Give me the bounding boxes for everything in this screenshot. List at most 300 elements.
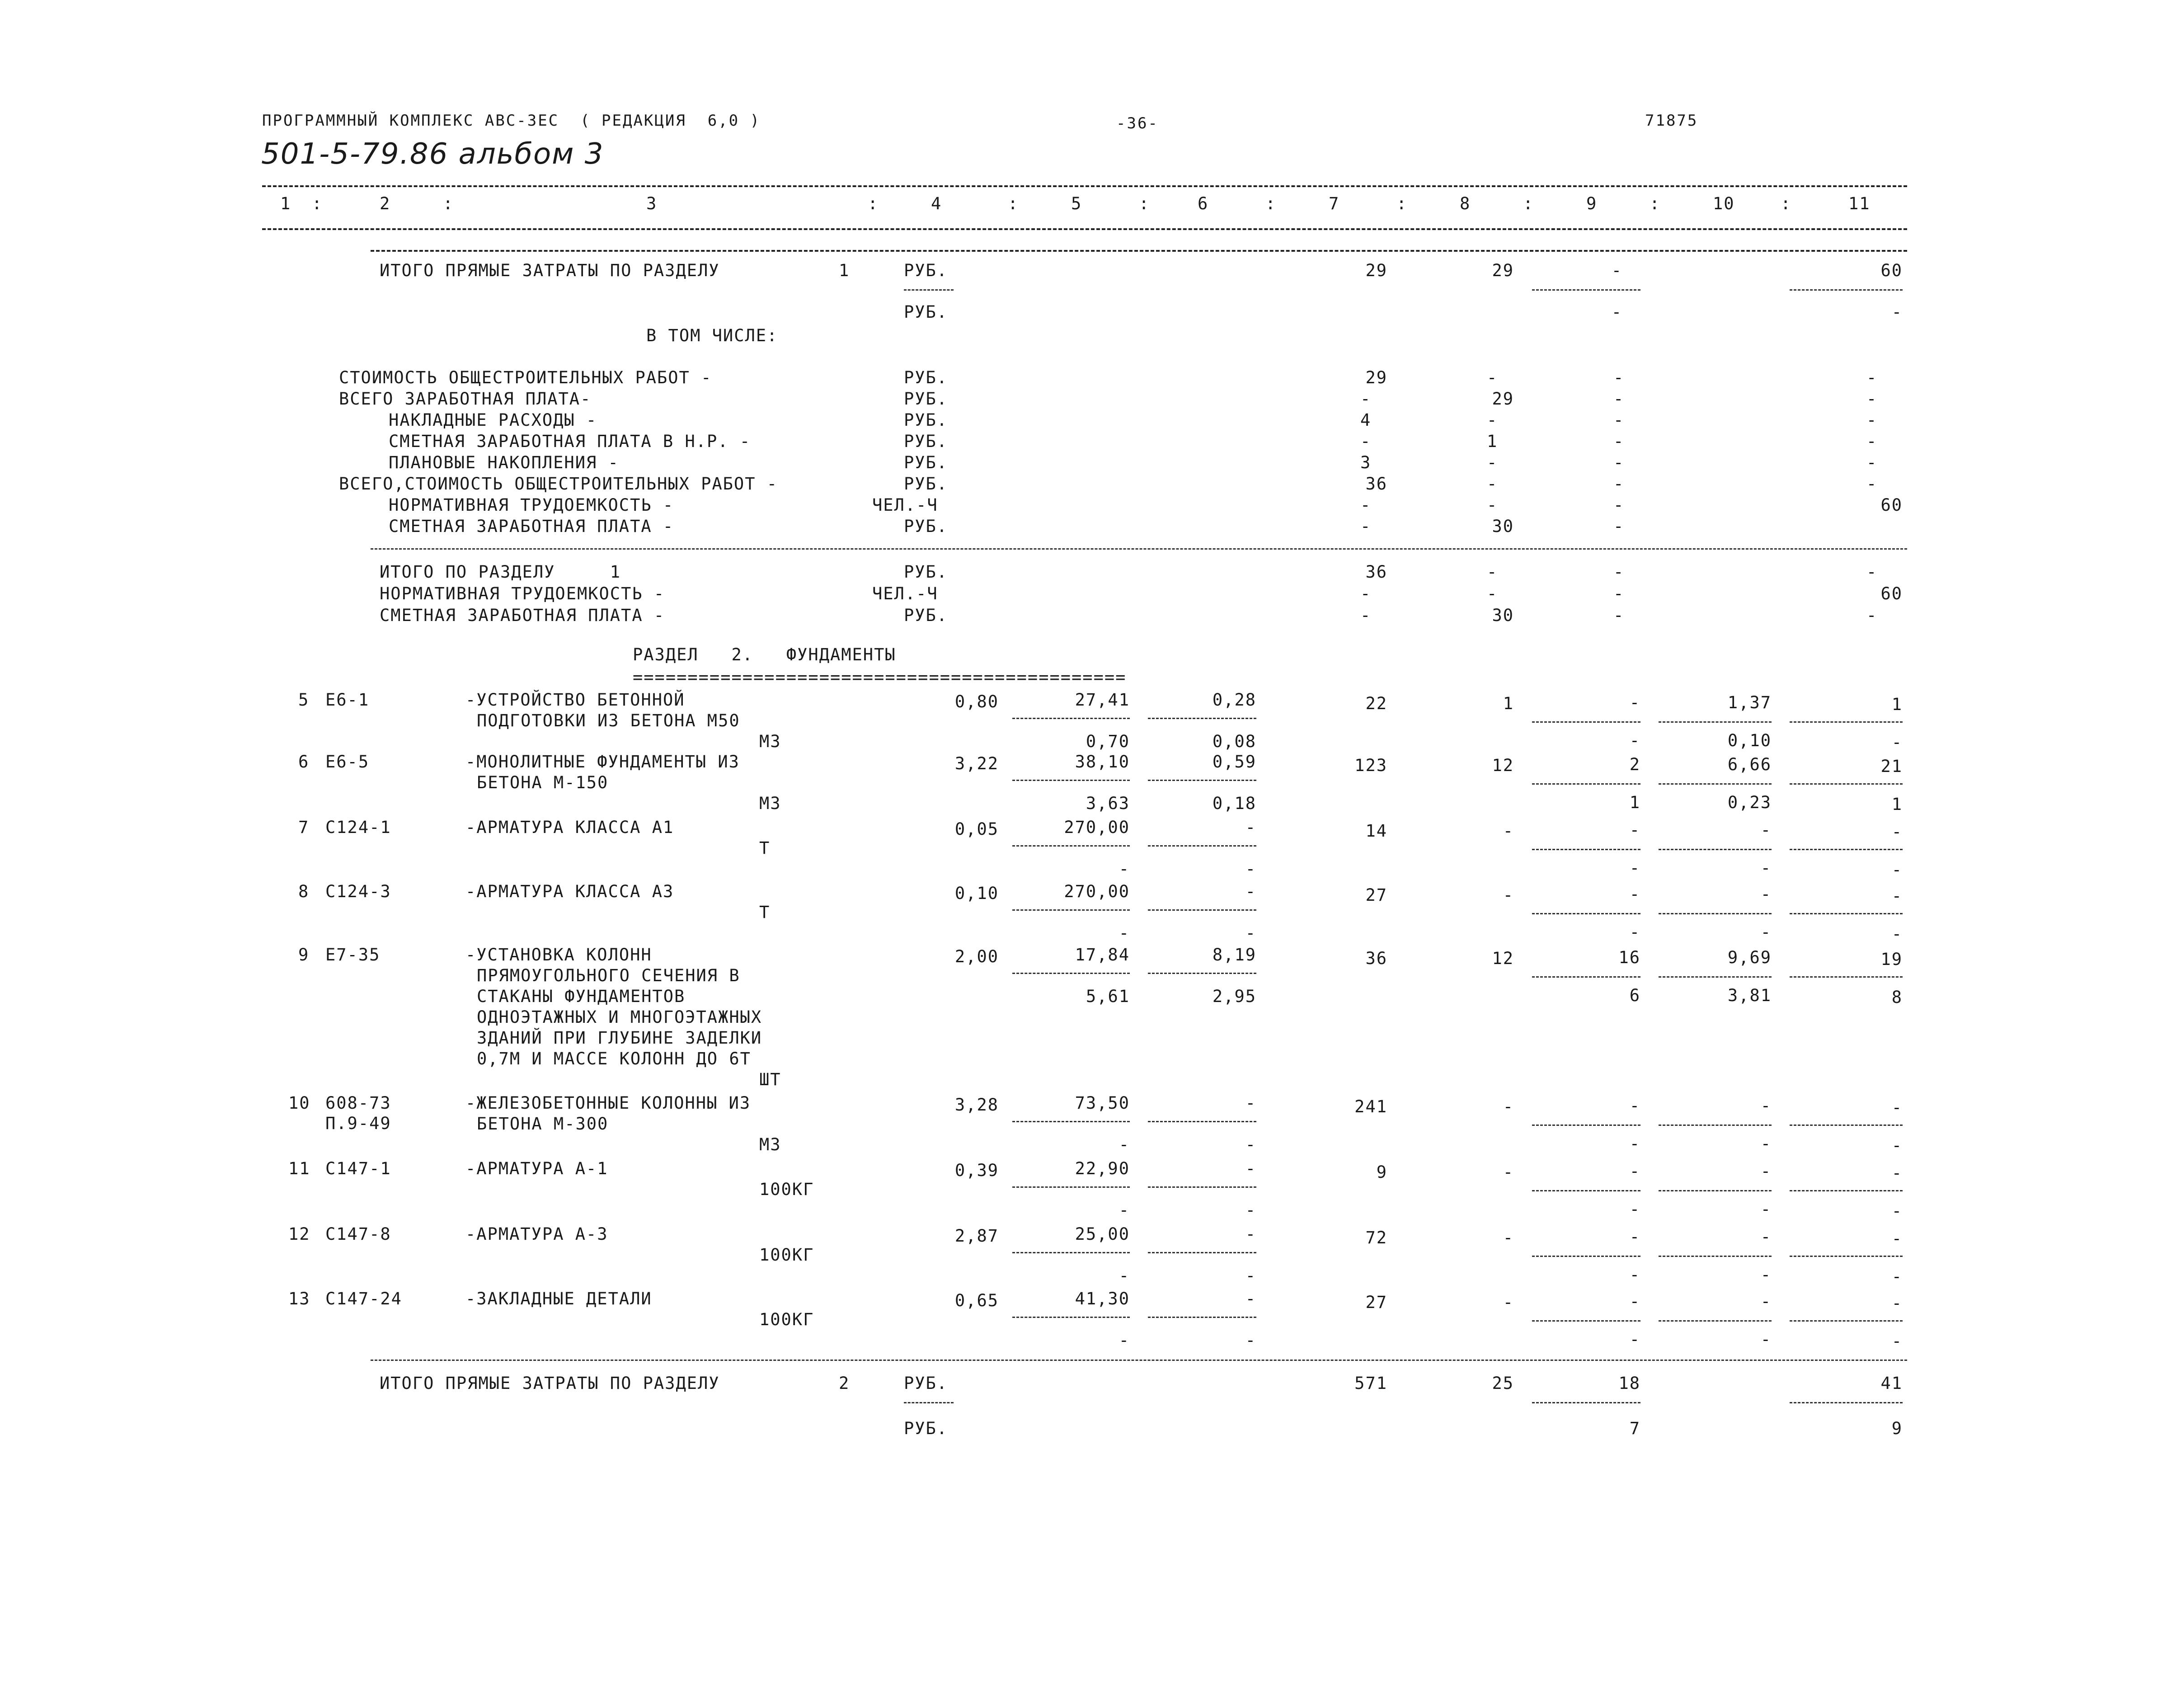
cell-col9: -: [1613, 606, 1625, 625]
cell-col11: -: [1891, 302, 1903, 322]
cell-col8: -: [1503, 821, 1514, 841]
column-header-6: 6: [1198, 194, 1209, 213]
cell-col5: 22,90: [1075, 1159, 1130, 1178]
item-unit: Т: [759, 838, 771, 858]
item-description: -АРМАТУРА А-1: [465, 1159, 608, 1178]
column-separator: :: [1008, 194, 1019, 213]
cell-col4: 0,05: [954, 819, 999, 839]
cell-col7: 29: [1365, 261, 1387, 280]
column-separator: :: [1781, 194, 1792, 213]
column-header-11: 11: [1848, 194, 1871, 213]
column-header-7: 7: [1329, 194, 1340, 213]
column-header-9: 9: [1586, 194, 1598, 213]
item-number: 8: [298, 882, 310, 901]
cell-col9: -: [1613, 584, 1625, 603]
cell-col9: -: [1629, 1292, 1640, 1311]
item-unit: М3: [759, 732, 781, 751]
cell-col7: 72: [1365, 1228, 1387, 1247]
column-separator: :: [1265, 194, 1277, 213]
cell-col4: 2,00: [954, 947, 999, 966]
column-header-10: 10: [1713, 194, 1735, 213]
cell-rule: [1790, 783, 1903, 785]
column-header-3: 3: [646, 194, 658, 213]
cell-col5: 5,61: [1086, 987, 1130, 1006]
cell-rule: [1659, 1125, 1772, 1126]
cell-col7: -: [1360, 517, 1372, 536]
cell-col11: -: [1891, 1294, 1903, 1313]
item-unit: ШТ: [759, 1070, 781, 1089]
subtotal-rule: [1790, 1402, 1903, 1403]
cell-col7: 9: [1376, 1162, 1387, 1182]
cell-col9: -: [1611, 302, 1622, 322]
cell-col8: 29: [1492, 389, 1514, 409]
item-code: П.9-49: [325, 1114, 391, 1133]
column-separator: :: [1139, 194, 1150, 213]
cell-col7: 14: [1365, 821, 1387, 841]
cell-rule: [1532, 1125, 1640, 1126]
column-separator: :: [443, 194, 454, 213]
item-description: -ЗАКЛАДНЫЕ ДЕТАЛИ: [465, 1289, 652, 1308]
cell-col11: 1: [1891, 695, 1903, 714]
cell-rule: [1012, 1121, 1130, 1122]
cell-col8: 12: [1492, 949, 1514, 968]
item-code: Е6-5: [325, 752, 370, 772]
cell-col9: -: [1613, 453, 1625, 472]
cell-col5: -: [1119, 1135, 1130, 1154]
cell-col6: 0,59: [1212, 752, 1256, 772]
cell-col8: -: [1503, 1293, 1514, 1312]
cell-col5: 0,70: [1086, 732, 1130, 751]
item-description: ПРЯМОУГОЛЬНОГО СЕЧЕНИЯ В: [477, 966, 740, 985]
cell-col5: 270,00: [1064, 882, 1130, 901]
cell-col9: -: [1629, 731, 1640, 750]
cell-col10: -: [1760, 1265, 1772, 1285]
unit-label: РУБ.: [904, 474, 948, 494]
cell-rule: [1532, 1190, 1640, 1191]
cell-col5: -: [1119, 859, 1130, 879]
unit-label: РУБ.: [904, 261, 948, 280]
cell-col10: 1,37: [1727, 693, 1772, 712]
cell-col10: 0,10: [1727, 731, 1772, 750]
column-header-1: 1: [280, 194, 291, 213]
including-label: В ТОМ ЧИСЛЕ:: [646, 326, 778, 345]
cell-col8: 12: [1492, 756, 1514, 775]
cell-col9: 16: [1618, 948, 1640, 967]
cell-col10: 3,81: [1727, 986, 1772, 1005]
cell-col10: -: [1760, 1096, 1772, 1115]
cell-col10: 0,23: [1727, 793, 1772, 812]
cell-col7: 27: [1365, 1293, 1387, 1312]
cell-col10: -: [1760, 820, 1772, 840]
cell-col9: -: [1629, 693, 1640, 712]
cell-col5: 38,10: [1075, 752, 1130, 772]
item-unit: 100КГ: [759, 1245, 814, 1265]
cell-rule: [1790, 1125, 1903, 1126]
cell-rule: [1532, 913, 1640, 914]
cell-rule: [1012, 1186, 1130, 1188]
cell-col9: -: [1629, 1134, 1640, 1153]
cell-rule: [1148, 780, 1256, 781]
unit-label: ЧЕЛ.-Ч: [872, 495, 938, 515]
cell-col11: -: [1891, 1136, 1903, 1155]
section1-total-label: ИТОГО ПРЯМЫЕ ЗАТРАТЫ ПО РАЗДЕЛУ: [380, 261, 720, 280]
section2-underline: =============================================: [633, 668, 1127, 687]
cell-col10: -: [1760, 858, 1772, 878]
cell-col11: -: [1891, 860, 1903, 880]
cell-col11: 8: [1891, 988, 1903, 1007]
cell-rule: [1148, 973, 1256, 974]
cell-col6: -: [1245, 1200, 1256, 1220]
cell-col5: -: [1119, 1331, 1130, 1350]
unit-label: РУБ.: [904, 562, 948, 582]
summary-label: ИТОГО ПО РАЗДЕЛУ 1: [380, 562, 621, 582]
item-code: Е7-35: [325, 945, 381, 965]
cell-col9: -: [1613, 368, 1625, 387]
cell-col11: -: [1891, 1229, 1903, 1248]
unit-label: РУБ.: [904, 410, 948, 430]
cell-col7: 29: [1365, 368, 1387, 387]
cell-rule: [1659, 783, 1772, 785]
cell-col9: -: [1629, 858, 1640, 878]
cell-col7: 36: [1365, 562, 1387, 582]
cell-rule: [1012, 718, 1130, 719]
cell-col6: -: [1245, 1093, 1256, 1113]
unit-label: РУБ.: [904, 389, 948, 409]
cell-rule: [1790, 976, 1903, 978]
cell-col10: -: [1760, 1200, 1772, 1219]
cell-col7: 3: [1360, 453, 1372, 472]
cell-col5: 3,63: [1086, 794, 1130, 813]
cell-col4: 0,65: [954, 1291, 999, 1310]
item-number: 13: [288, 1289, 310, 1308]
cell-col11: 19: [1880, 950, 1903, 969]
cell-rule: [1790, 721, 1903, 723]
unit-label: ЧЕЛ.-Ч: [872, 584, 938, 603]
summary-label: НОРМАТИВНАЯ ТРУДОЕМКОСТЬ -: [380, 584, 665, 603]
item-description: -АРМАТУРА КЛАССА А3: [465, 882, 674, 901]
cell-rule: [1659, 1320, 1772, 1322]
program-title: ПРОГРАММНЫЙ КОМПЛЕКС АВС-3ЕС ( РЕДАКЦИЯ 6,0 ): [262, 112, 761, 130]
cell-col10: -: [1760, 885, 1772, 904]
cell-col8: -: [1487, 495, 1498, 515]
cell-rule: [1532, 976, 1640, 978]
cell-col4: 0,39: [954, 1161, 999, 1180]
cell-col9: 18: [1618, 1374, 1640, 1393]
column-separator: :: [1396, 194, 1408, 213]
cell-col11: 60: [1880, 495, 1903, 515]
cell-col6: -: [1245, 1224, 1256, 1244]
item-unit: М3: [759, 1135, 781, 1154]
cell-rule: [1148, 1252, 1256, 1253]
cell-col5: 73,50: [1075, 1093, 1130, 1113]
cell-col5: 17,84: [1075, 945, 1130, 965]
cell-col10: 9,69: [1727, 948, 1772, 967]
cell-col7: 36: [1365, 474, 1387, 494]
cell-rule: [1012, 780, 1130, 781]
cell-col8: 25: [1492, 1374, 1514, 1393]
cell-rule: [1659, 976, 1772, 978]
cell-col8: -: [1503, 1097, 1514, 1116]
cell-col11: -: [1866, 389, 1878, 409]
cell-col6: 2,95: [1212, 987, 1256, 1006]
item-number: 5: [298, 690, 310, 710]
cell-col11: 60: [1880, 261, 1903, 280]
item-number: 6: [298, 752, 310, 772]
breakdown-label: ВСЕГО,СТОИМОСТЬ ОБЩЕСТРОИТЕЛЬНЫХ РАБОТ -: [339, 474, 778, 494]
cell-col9: -: [1613, 389, 1625, 409]
item-description: -УСТРОЙСТВО БЕТОННОЙ: [465, 690, 685, 710]
cell-col11: -: [1891, 1332, 1903, 1351]
cell-rule: [1012, 1252, 1130, 1253]
breakdown-label: ВСЕГО ЗАРАБОТНАЯ ПЛАТА-: [339, 389, 592, 409]
cell-col8: -: [1487, 474, 1498, 494]
page-number: -36-: [1116, 114, 1159, 132]
item-number: 12: [288, 1224, 310, 1244]
item-unit: 100КГ: [759, 1180, 814, 1199]
cell-rule: [1532, 1256, 1640, 1257]
unit-label: РУБ.: [904, 368, 948, 387]
item-code: С124-3: [325, 882, 391, 901]
cell-col11: -: [1891, 1201, 1903, 1221]
cell-col6: -: [1245, 818, 1256, 837]
cell-col9: -: [1629, 1162, 1640, 1181]
cell-col5: -: [1119, 1266, 1130, 1285]
cell-col9: -: [1613, 474, 1625, 494]
cell-col9: -: [1629, 922, 1640, 942]
cell-col9: 7: [1629, 1419, 1640, 1438]
unit-label: РУБ.: [904, 1419, 948, 1438]
cell-col10: -: [1760, 1162, 1772, 1181]
subtotal-rule: [904, 1402, 954, 1403]
cell-col6: -: [1245, 882, 1256, 901]
summary-label: СМЕТНАЯ ЗАРАБОТНАЯ ПЛАТА -: [380, 606, 665, 625]
item-description: -АРМАТУРА КЛАССА А1: [465, 818, 674, 837]
item-description: БЕТОНА М-150: [477, 773, 609, 792]
cell-col8: 30: [1492, 517, 1514, 536]
column-header-4: 4: [931, 194, 942, 213]
cell-col8: -: [1487, 584, 1498, 603]
cell-col10: -: [1760, 1134, 1772, 1153]
cell-col10: 6,66: [1727, 755, 1772, 774]
cell-col11: -: [1891, 1163, 1903, 1183]
cell-col7: 27: [1365, 885, 1387, 905]
section1-total-number: 1: [839, 261, 850, 280]
cell-col11: -: [1891, 733, 1903, 752]
item-description: ОДНОЭТАЖНЫХ И МНОГОЭТАЖНЫХ: [477, 1007, 762, 1027]
cell-col5: 41,30: [1075, 1289, 1130, 1308]
cell-rule: [1659, 1190, 1772, 1191]
section2-total-number: 2: [839, 1374, 850, 1393]
cell-col8: -: [1503, 1228, 1514, 1247]
cell-col7: -: [1360, 584, 1372, 603]
cell-col11: -: [1866, 606, 1878, 625]
cell-col7: -: [1360, 389, 1372, 409]
cell-col4: 0,80: [954, 692, 999, 711]
cell-col6: 8,19: [1212, 945, 1256, 965]
cell-rule: [1532, 849, 1640, 850]
cell-col11: -: [1891, 1098, 1903, 1117]
breakdown-label: НАКЛАДНЫЕ РАСХОДЫ -: [389, 410, 597, 430]
cell-col10: -: [1760, 1227, 1772, 1247]
cell-col7: -: [1360, 606, 1372, 625]
cell-col8: -: [1503, 885, 1514, 905]
cell-col11: 21: [1880, 757, 1903, 776]
cell-col8: -: [1487, 453, 1498, 472]
cell-col6: 0,08: [1212, 732, 1256, 751]
cell-col9: -: [1613, 562, 1625, 582]
item-description: СТАКАНЫ ФУНДАМЕНТОВ: [477, 987, 686, 1006]
column-separator: :: [1650, 194, 1661, 213]
cell-col6: -: [1245, 1266, 1256, 1285]
cell-col11: -: [1866, 453, 1878, 472]
breakdown-label: СТОИМОСТЬ ОБЩЕСТРОИТЕЛЬНЫХ РАБОТ -: [339, 368, 712, 387]
cell-rule: [1659, 913, 1772, 914]
cell-col4: 3,22: [954, 754, 999, 773]
cell-col9: -: [1629, 1200, 1640, 1219]
item-description: -УСТАНОВКА КОЛОНН: [465, 945, 652, 965]
cell-rule: [1790, 849, 1903, 850]
cell-col7: 22: [1365, 694, 1387, 713]
unit-label: РУБ.: [904, 453, 948, 472]
section2-title: РАЗДЕЛ 2. ФУНДАМЕНТЫ: [633, 645, 896, 664]
unit-label: РУБ.: [904, 517, 948, 536]
header-rule-top: [262, 185, 1907, 187]
cell-col6: -: [1245, 1289, 1256, 1308]
cell-col11: -: [1891, 886, 1903, 906]
cell-rule: [1012, 1317, 1130, 1318]
cell-col5: -: [1119, 923, 1130, 943]
cell-col8: 29: [1492, 261, 1514, 280]
cell-col4: 3,28: [954, 1095, 999, 1115]
cell-rule: [1659, 849, 1772, 850]
cell-col8: -: [1503, 1162, 1514, 1182]
subtotal-rule: [904, 289, 954, 291]
cell-col9: 1: [1629, 793, 1640, 812]
cell-col9: -: [1629, 885, 1640, 904]
cell-col11: -: [1866, 368, 1878, 387]
unit-label: РУБ.: [904, 1374, 948, 1393]
item-description: ЗДАНИЙ ПРИ ГЛУБИНЕ ЗАДЕЛКИ: [477, 1028, 762, 1048]
cell-col6: -: [1245, 1159, 1256, 1178]
cell-col11: -: [1891, 1267, 1903, 1286]
subtotal-rule: [1532, 289, 1640, 291]
breakdown-label: ПЛАНОВЫЕ НАКОПЛЕНИЯ -: [389, 453, 619, 472]
item-code: С124-1: [325, 818, 391, 837]
subtotal-rule: [1790, 289, 1903, 291]
cell-col11: -: [1891, 924, 1903, 944]
cell-col7: -: [1360, 495, 1372, 515]
breakdown-label: НОРМАТИВНАЯ ТРУДОЕМКОСТЬ -: [389, 495, 674, 515]
cell-col11: 60: [1880, 584, 1903, 603]
cell-col10: -: [1760, 1330, 1772, 1349]
cell-col9: -: [1629, 1265, 1640, 1285]
item-number: 10: [288, 1093, 310, 1113]
cell-col10: -: [1760, 1292, 1772, 1311]
breakdown-label: СМЕТНАЯ ЗАРАБОТНАЯ ПЛАТА -: [389, 517, 674, 536]
cell-rule: [1790, 1190, 1903, 1191]
cell-col11: -: [1891, 822, 1903, 842]
cell-col6: -: [1245, 859, 1256, 879]
cell-col11: -: [1866, 410, 1878, 430]
column-separator: :: [1523, 194, 1534, 213]
section-rule: [371, 548, 1907, 550]
cell-rule: [1532, 783, 1640, 785]
cell-col8: -: [1487, 410, 1498, 430]
cell-col7: 571: [1354, 1374, 1387, 1393]
cell-rule: [1148, 1186, 1256, 1188]
cell-rule: [1148, 1317, 1256, 1318]
cell-rule: [1532, 721, 1640, 723]
cell-col5: -: [1119, 1200, 1130, 1220]
cell-col10: -: [1760, 922, 1772, 942]
cell-col8: 30: [1492, 606, 1514, 625]
cell-rule: [1148, 909, 1256, 911]
handwritten-reference: 501-5-79.86 альбом 3: [261, 137, 604, 171]
cell-col9: -: [1613, 517, 1625, 536]
cell-col7: -: [1360, 432, 1372, 451]
item-description: -АРМАТУРА А-3: [465, 1224, 608, 1244]
item-unit: Т: [759, 903, 771, 922]
unit-label: РУБ.: [904, 302, 948, 322]
cell-col5: 270,00: [1064, 818, 1130, 837]
cell-rule: [1012, 909, 1130, 911]
item-code: 608-73: [325, 1093, 391, 1113]
section-rule: [371, 1360, 1907, 1361]
column-header-2: 2: [380, 194, 391, 213]
cell-col11: -: [1866, 432, 1878, 451]
cell-col6: -: [1245, 923, 1256, 943]
cell-col7: 4: [1360, 410, 1372, 430]
cell-col8: 1: [1487, 432, 1498, 451]
document-code: 71875: [1645, 112, 1698, 130]
cell-rule: [1012, 845, 1130, 847]
item-number: 9: [298, 945, 310, 965]
cell-col6: -: [1245, 1135, 1256, 1154]
item-unit: М3: [759, 794, 781, 813]
cell-rule: [1659, 1256, 1772, 1257]
cell-col5: 27,41: [1075, 690, 1130, 710]
cell-col9: 6: [1629, 986, 1640, 1005]
cell-col7: 123: [1354, 756, 1387, 775]
cell-col9: -: [1629, 1330, 1640, 1349]
column-header-5: 5: [1071, 194, 1082, 213]
cell-rule: [1790, 1256, 1903, 1257]
cell-col4: 0,10: [954, 884, 999, 903]
column-separator: :: [312, 194, 323, 213]
cell-col8: -: [1487, 368, 1498, 387]
cell-col11: 9: [1891, 1419, 1903, 1438]
cell-col11: 41: [1880, 1374, 1903, 1393]
cell-col9: -: [1629, 820, 1640, 840]
item-description: 0,7М И МАССЕ КОЛОНН ДО 6Т: [477, 1049, 751, 1068]
item-code: С147-8: [325, 1224, 391, 1244]
cell-col9: -: [1613, 432, 1625, 451]
breakdown-label: СМЕТНАЯ ЗАРАБОТНАЯ ПЛАТА В Н.Р. -: [389, 432, 751, 451]
cell-col9: -: [1611, 261, 1622, 280]
cell-col8: 1: [1503, 694, 1514, 713]
subtotal-rule: [1532, 1402, 1640, 1403]
section1-rule: [371, 250, 1907, 252]
cell-rule: [1012, 973, 1130, 974]
cell-col6: -: [1245, 1331, 1256, 1350]
cell-col7: 36: [1365, 949, 1387, 968]
cell-col6: 0,18: [1212, 794, 1256, 813]
section2-total-label: ИТОГО ПРЯМЫЕ ЗАТРАТЫ ПО РАЗДЕЛУ: [380, 1374, 720, 1393]
unit-label: РУБ.: [904, 432, 948, 451]
cell-col5: 25,00: [1075, 1224, 1130, 1244]
cell-col9: -: [1629, 1227, 1640, 1247]
cell-col8: -: [1487, 562, 1498, 582]
